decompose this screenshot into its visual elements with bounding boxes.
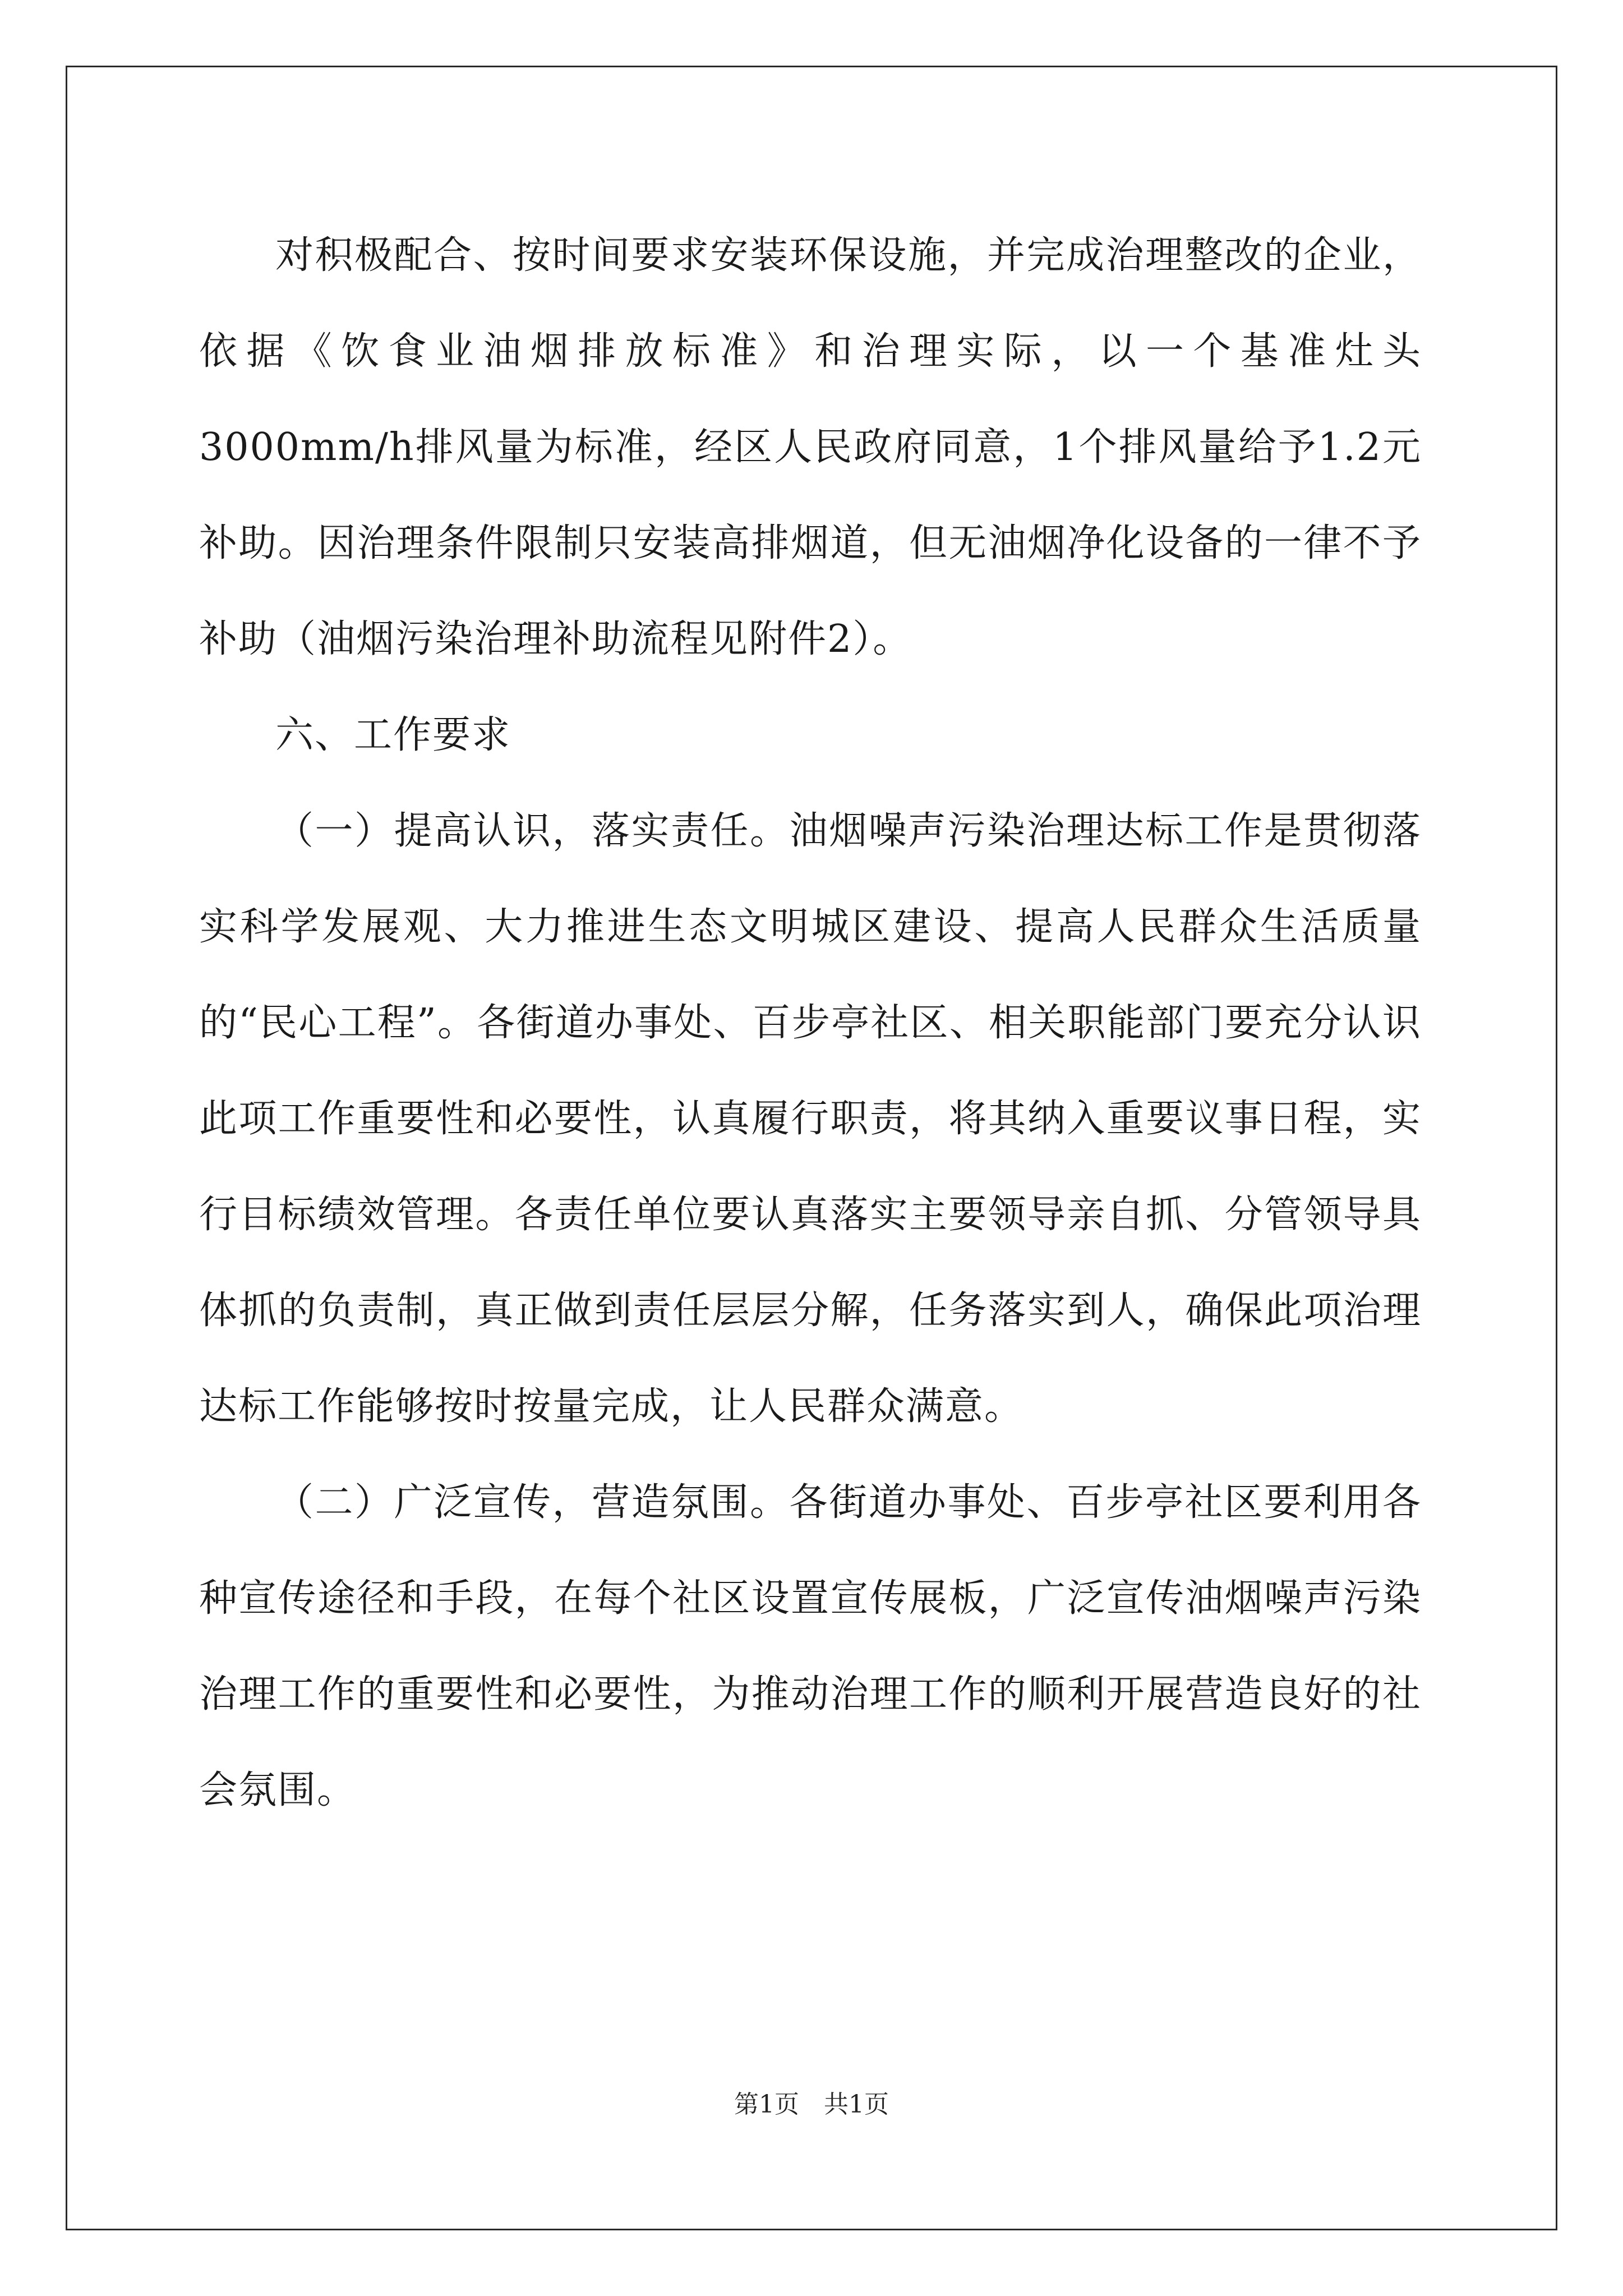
paragraph-publicity: （二）广泛宣传，营造氛围。各街道办事处、百步亭社区要利用各种宣传途径和手段，在每个社区设置宣传展板，广泛宣传油烟噪声污染治理工作的重要性和必要性，为推动治理工作的顺利开展营造良好的社会氛围。 <box>199 1480 1422 1812</box>
paragraph-subsidy: 对积极配合、按时间要求安装环保设施，并完成治理整改的企业，依据《饮食业油烟排放标准》和治理实际，以一个基准灶头3000mm/h排风量为标准，经区人民政府同意，1个排风量给予1.2元补助。因治理条件限制只安装高排烟道，但无油烟净化设备的一律不予补助（油烟污染治理补助流程见附件2）。 <box>199 233 1422 661</box>
page-footer: 第1页 共1页 <box>734 2090 889 2119</box>
section-heading-work-requirements: 六、工作要求 <box>275 713 511 757</box>
paragraph-responsibility: （一）提高认识，落实责任。油烟噪声污染治理达标工作是贯彻落实科学发展观、大力推进生态文明城区建设、提高人民群众生活质量的“民心工程”。各街道办事处、百步亭社区、相关职能部门要充分认识此项工作重要性和必要性，认真履行职责，将其纳入重要议事日程，实行目标绩效管理。各责任单位要认真落实主要领导亲自抓、分管领导具体抓的负责制，真正做到责任层层分解，任务落实到人，确保此项治理达标工作能够按时按量完成，让人民群众满意。 <box>199 809 1422 1429</box>
document-body <box>199 208 1422 1838</box>
